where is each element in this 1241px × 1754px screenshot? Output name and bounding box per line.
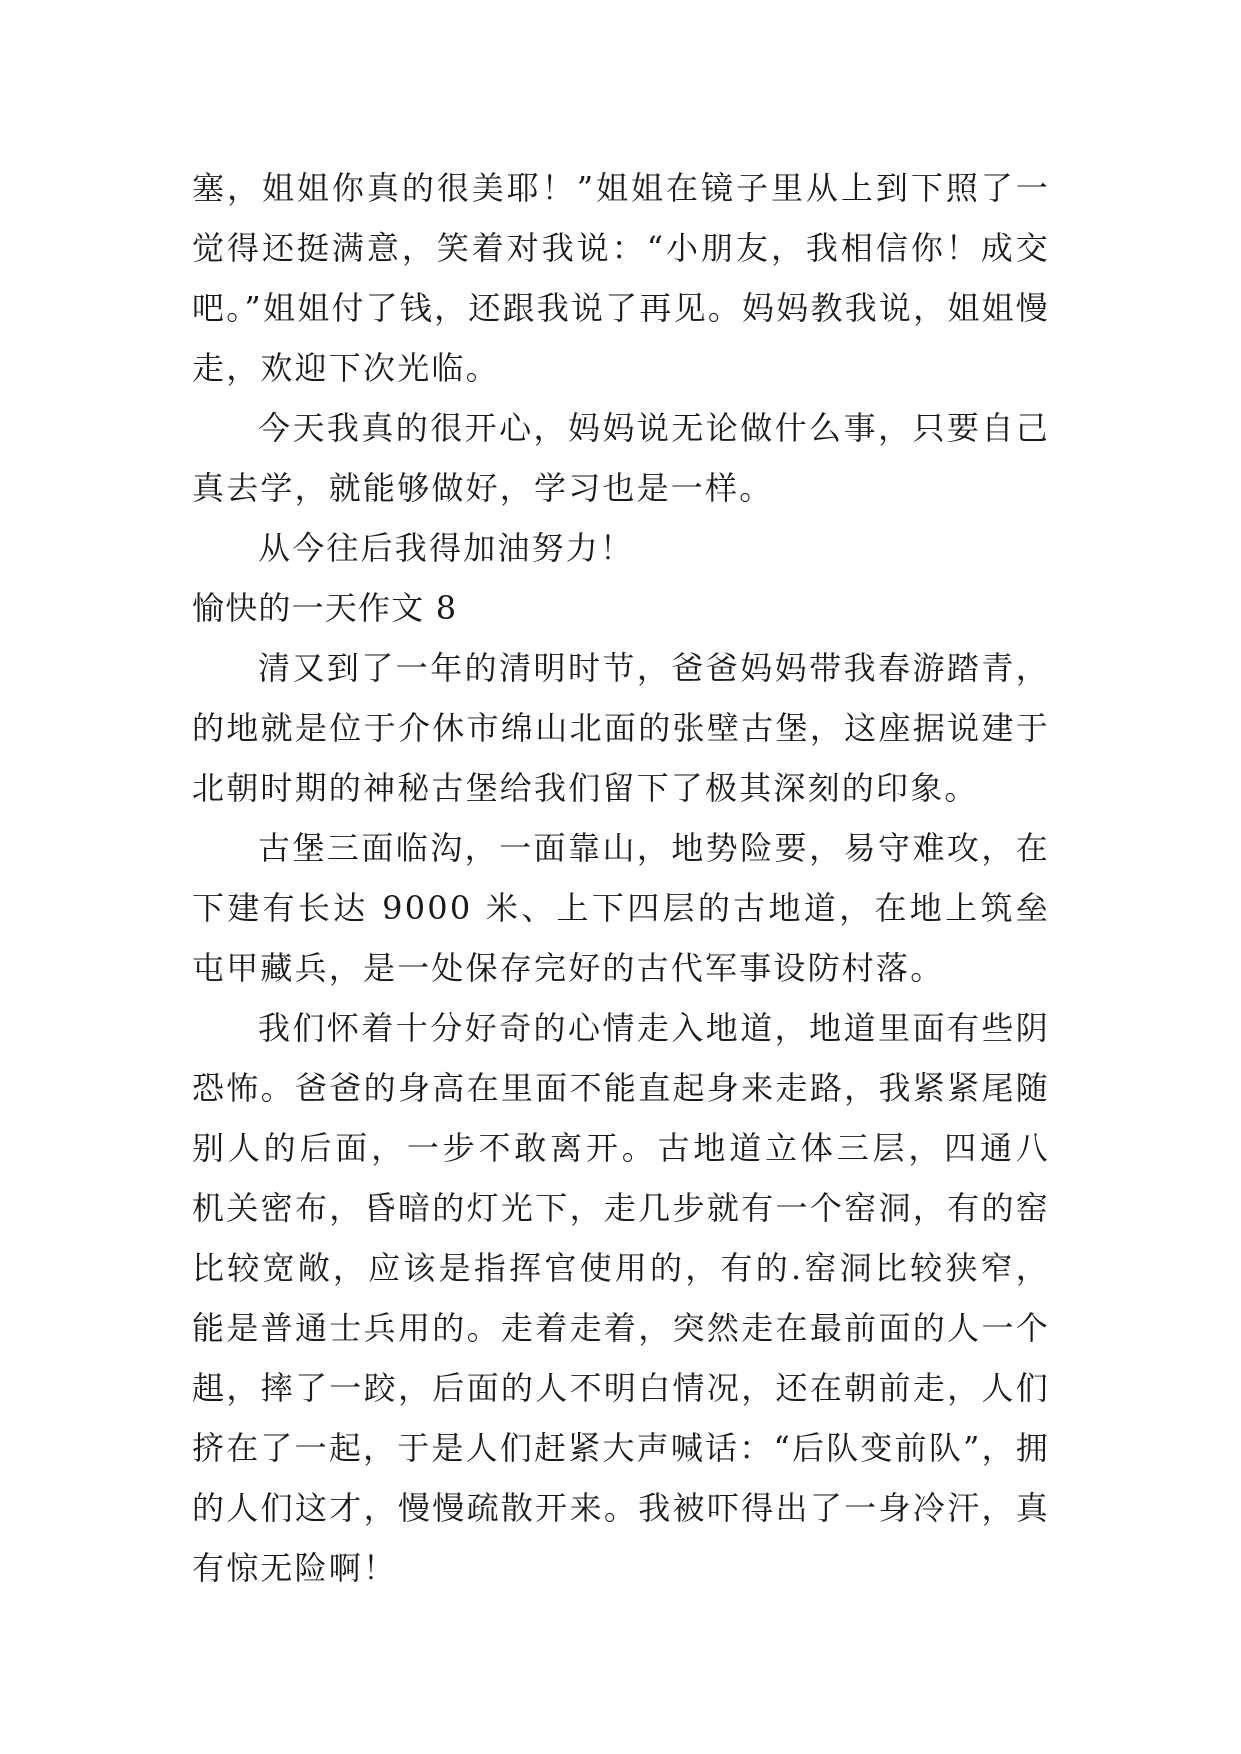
text-line: 真去学，就能够做好，学习也是一样。 (192, 469, 774, 507)
text-line: 比较宽敞，应该是指挥官使用的，有的.窑洞比较狭窄， (192, 1249, 1050, 1287)
text-line: 古堡三面临沟，一面靠山，地势险要，易守难攻，在 (258, 829, 1050, 867)
text-line: 塞，姐姐你真的很美耶！”姐姐在镜子里从上到下照了一 (192, 169, 1050, 207)
text-line: 趄，摔了一跤，后面的人不明白情况，还在朝前走，人们 (192, 1369, 1050, 1407)
text-line: 吧。”姐姐付了钱，还跟我说了再见。妈妈教我说，姐姐慢 (192, 289, 1050, 327)
text-line: 恐怖。爸爸的身高在里面不能直起身来走路，我紧紧尾随 (192, 1069, 1050, 1107)
text-line: 能是普通士兵用的。走着走着，突然走在最前面的人一个 (192, 1309, 1050, 1347)
text-line: 的人们这才，慢慢疏散开来。我被吓得出了一身冷汗，真 (192, 1489, 1050, 1527)
text-line: 我们怀着十分好奇的心情走入地道，地道里面有些阴 (258, 1009, 1050, 1047)
text-line: 屯甲藏兵，是一处保存完好的古代军事设防村落。 (192, 949, 945, 987)
text-line: 今天我真的很开心，妈妈说无论做什么事，只要自己 (258, 409, 1050, 447)
text-line: 走，欢迎下次光临。 (192, 349, 500, 387)
text-line: 从今往后我得加油努力！ (258, 529, 635, 567)
text-line: 有惊无险啊！ (192, 1549, 398, 1587)
text-line: 觉得还挺满意，笑着对我说：“小朋友，我相信你！成交 (192, 229, 1050, 267)
section-title: 愉快的一天作文 8 (192, 589, 458, 627)
text-line: 机关密布，昏暗的灯光下，走几步就有一个窑洞，有的窑 (192, 1189, 1050, 1227)
text-line: 清又到了一年的清明时节，爸爸妈妈带我春游踏青， (258, 649, 1050, 687)
text-line: 北朝时期的神秘古堡给我们留下了极其深刻的印象。 (192, 769, 979, 807)
text-line: 的地就是位于介休市绵山北面的张壁古堡，这座据说建于 (192, 709, 1050, 747)
text-line: 下建有长达 9000 米、上下四层的古地道，在地上筑垒 (192, 889, 1050, 927)
text-line: 别人的后面，一步不敢离开。古地道立体三层，四通八 (192, 1129, 1050, 1167)
text-line: 挤在了一起，于是人们赶紧大声喊话：“后队变前队”，拥 (192, 1429, 1050, 1467)
document-page (192, 158, 1050, 1598)
